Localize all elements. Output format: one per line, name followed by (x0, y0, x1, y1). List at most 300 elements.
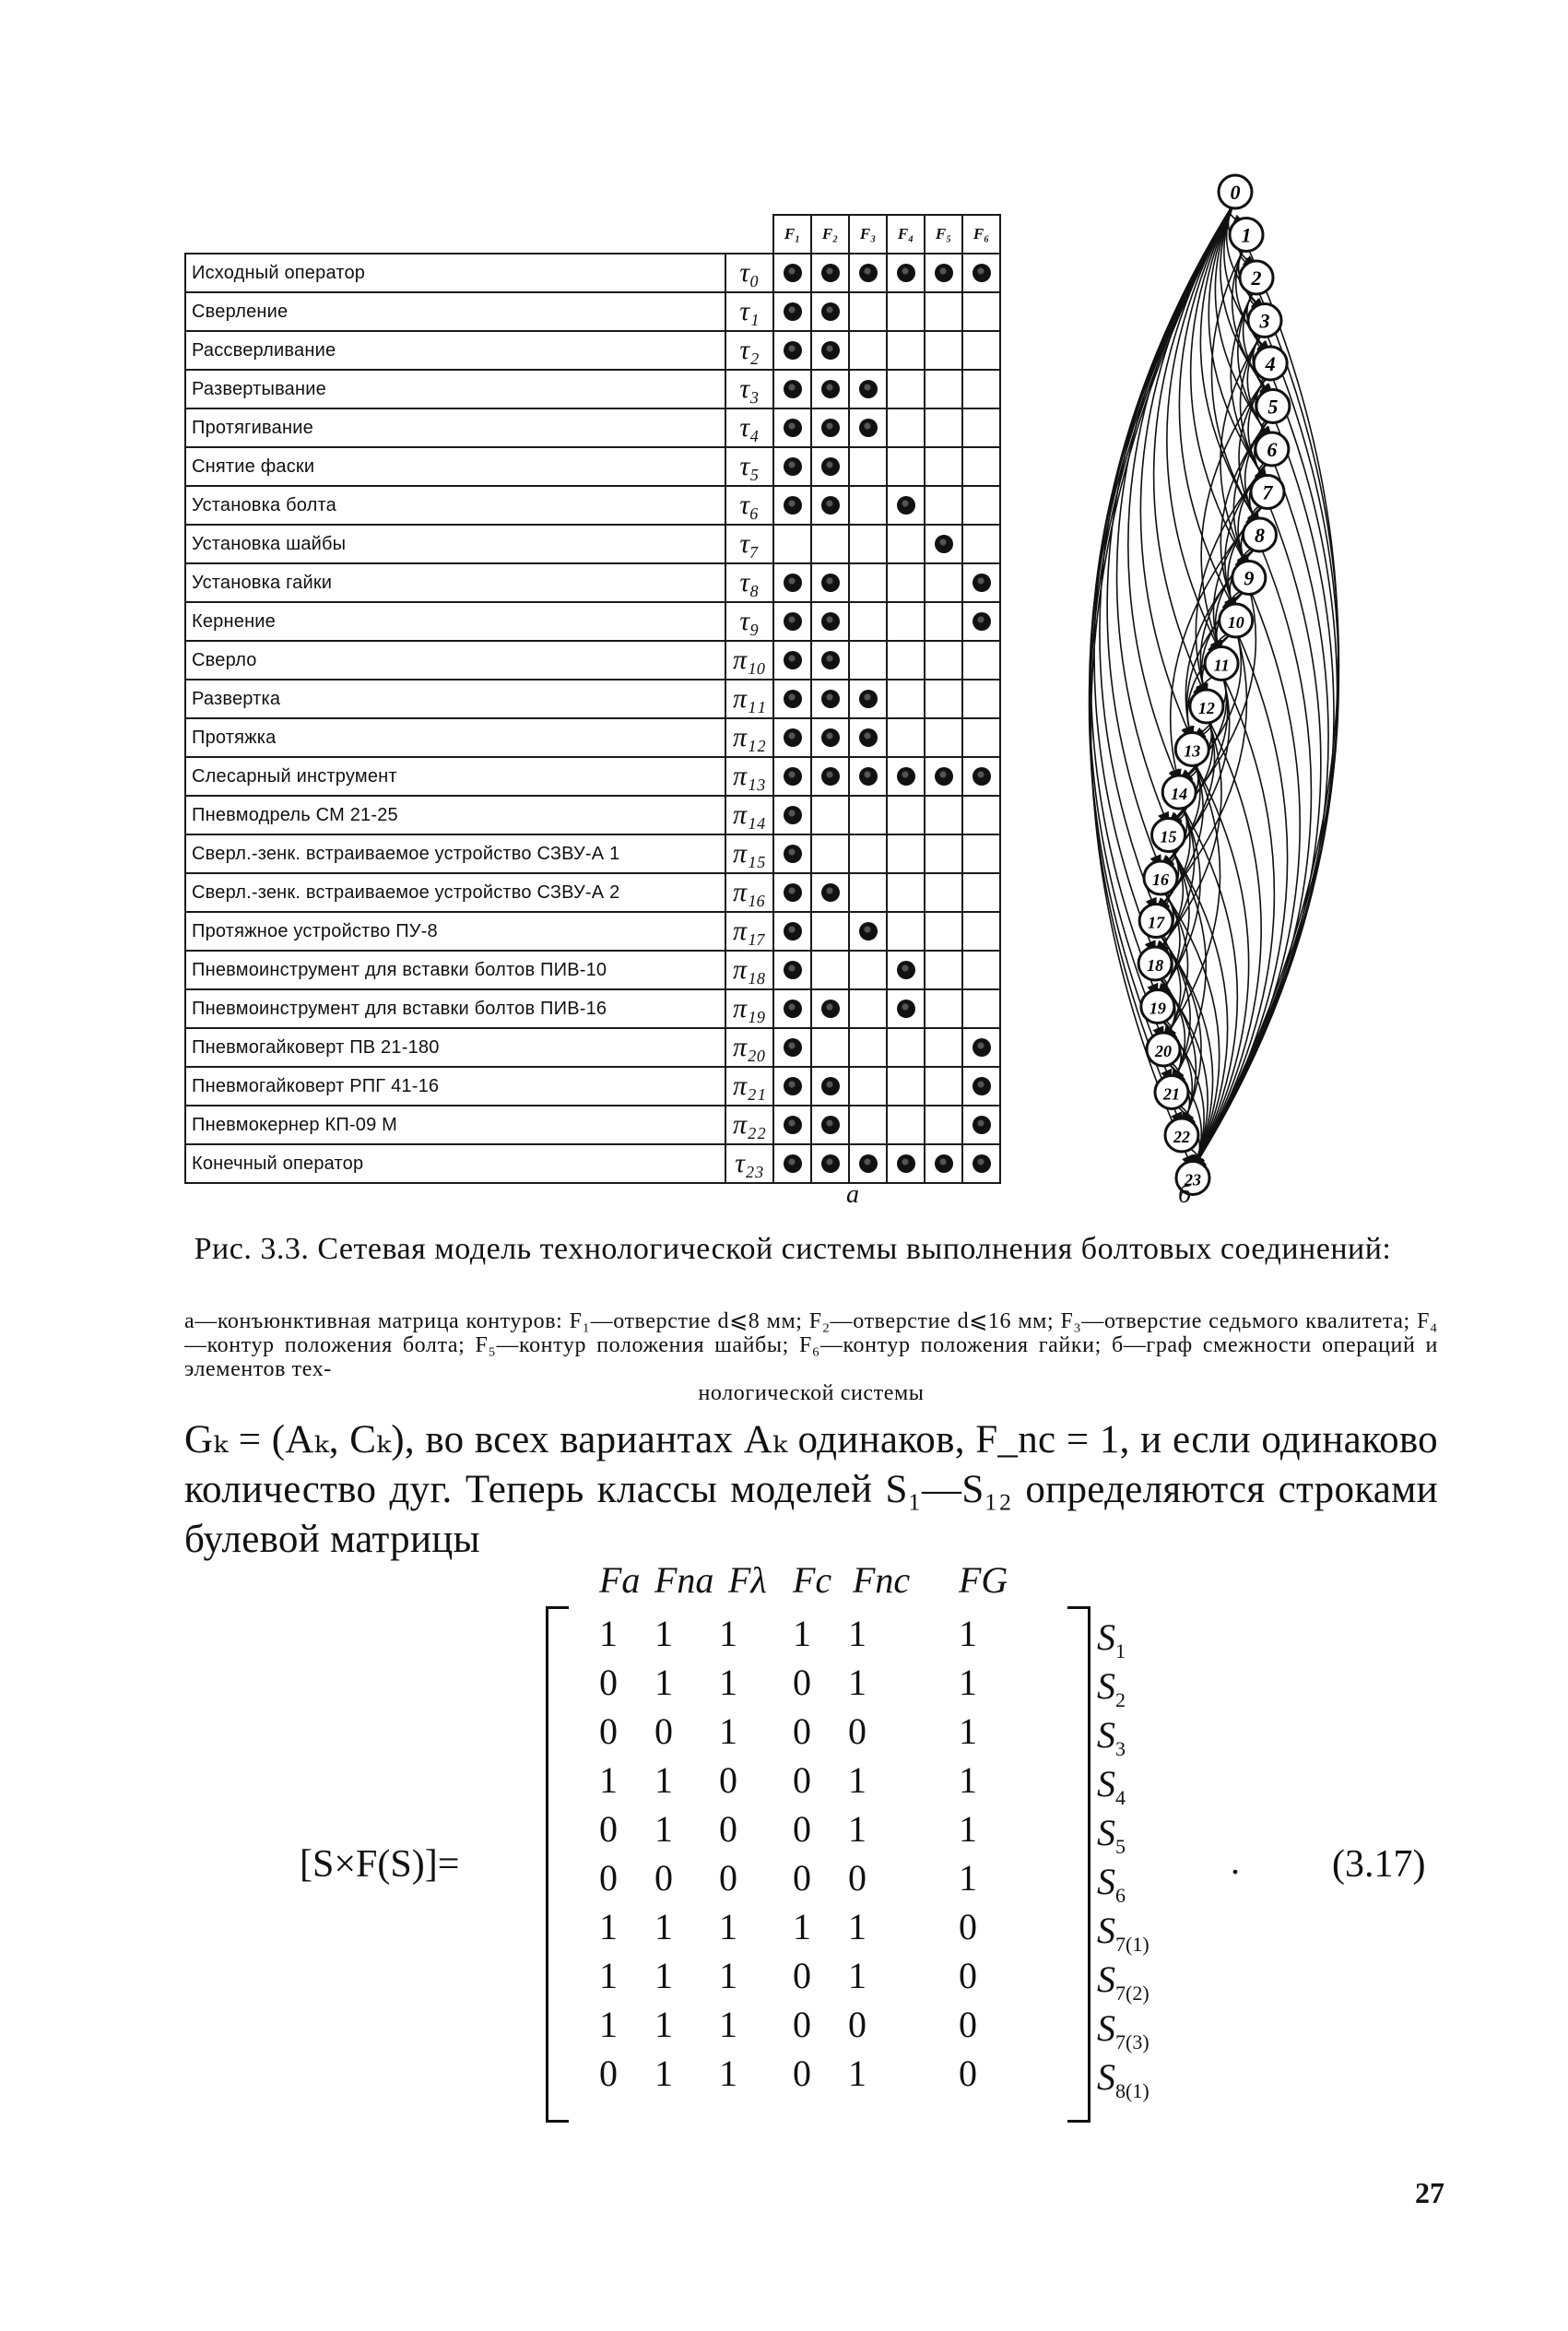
matrix-cell (925, 718, 962, 757)
filled-dot-icon (821, 728, 840, 747)
equation-lhs: [S×F(S)]= (300, 1843, 460, 1886)
graph-node-label: 15 (1160, 827, 1177, 846)
matrix-cell (773, 447, 811, 486)
matrix-cell (773, 525, 811, 563)
matrix-cell (849, 370, 887, 408)
matrix-cell (962, 641, 1000, 680)
filled-dot-icon (973, 1038, 991, 1057)
graph-node (1190, 690, 1223, 723)
filled-dot-icon (935, 767, 953, 786)
filled-dot-icon (859, 419, 878, 437)
matrix-cell (962, 602, 1000, 641)
bool-row (572, 1661, 1217, 1710)
bool-column-header: FG (959, 1559, 1008, 1601)
matrix-cell (962, 563, 1000, 602)
row-name: Конечный оператор (185, 1144, 725, 1183)
bool-row (572, 1905, 1217, 1954)
matrix-cell (925, 525, 962, 563)
row-symbol: π₂₀ (725, 1028, 773, 1067)
row-name: Кернение (185, 602, 725, 641)
row-name: Установка болта (185, 486, 725, 525)
row-symbol: τ₈ (725, 563, 773, 602)
column-header: F₃ (849, 215, 887, 254)
filled-dot-icon (784, 264, 802, 282)
matrix-cell (773, 486, 811, 525)
row-name: Пневмогайковерт РПГ 41-16 (185, 1067, 725, 1106)
matrix-cell (811, 408, 849, 447)
filled-dot-icon (821, 264, 840, 282)
bool-value: 1 (848, 1808, 867, 1850)
row-name: Развертка (185, 680, 725, 718)
row-symbol: τ₉ (725, 602, 773, 641)
matrix-cell (773, 408, 811, 447)
bool-value: 0 (793, 1759, 811, 1801)
bool-column-header: Fa (599, 1559, 641, 1601)
bool-value: 0 (719, 1808, 737, 1850)
row-name: Снятие фаски (185, 447, 725, 486)
graph-node-label: 6 (1267, 438, 1278, 461)
matrix-row (185, 951, 1000, 989)
row-symbol: π₁₉ (725, 989, 773, 1028)
class-label-main: S (1097, 2056, 1115, 2098)
row-symbol: π₁₈ (725, 951, 773, 989)
graph-node-label: 23 (1185, 1170, 1201, 1189)
filled-dot-icon (859, 728, 878, 747)
graph-node (1152, 819, 1185, 852)
matrix-cell (887, 331, 925, 370)
filled-dot-icon (784, 419, 802, 437)
caption-body-last: нологической системы (698, 1381, 925, 1405)
filled-dot-icon (784, 1038, 802, 1057)
row-symbol: τ₅ (725, 447, 773, 486)
matrix-cell (773, 1106, 811, 1144)
filled-dot-icon (935, 535, 953, 553)
class-label-sub: 2 (1115, 1688, 1126, 1711)
graph-node-label: 13 (1184, 741, 1201, 761)
graph-node-label: 20 (1154, 1042, 1172, 1060)
filled-dot-icon (784, 883, 802, 902)
filled-dot-icon (897, 264, 915, 282)
matrix-cell (811, 873, 849, 912)
filled-dot-icon (973, 574, 991, 592)
filled-dot-icon (935, 264, 953, 282)
figure-label-a: а (846, 1180, 859, 1209)
matrix-cell (962, 370, 1000, 408)
matrix-cell (849, 951, 887, 989)
class-label-sub: 4 (1115, 1786, 1126, 1809)
bool-column-header: Fna (654, 1559, 714, 1601)
filled-dot-icon (821, 612, 840, 631)
matrix-cell (849, 796, 887, 834)
matrix-cell (925, 254, 962, 292)
filled-dot-icon (821, 651, 840, 669)
class-label-sub: 5 (1115, 1835, 1126, 1858)
row-symbol: τ₀ (725, 254, 773, 292)
class-label-sub: 8(1) (1115, 2079, 1149, 2102)
matrix-cell (811, 254, 849, 292)
filled-dot-icon (784, 302, 802, 321)
bool-value: 1 (848, 2053, 867, 2094)
matrix-cell (849, 1106, 887, 1144)
matrix-cell (811, 912, 849, 951)
filled-dot-icon (784, 1000, 802, 1018)
matrix-cell (925, 331, 962, 370)
graph-node (1138, 947, 1172, 980)
bool-value: 0 (959, 2053, 977, 2094)
figure-caption-title: Рис. 3.3. Сетевая модель технологической системы выполнения болтовых соединений: (194, 1232, 1392, 1266)
bool-matrix-header (0, 1558, 1568, 1614)
bool-value: 1 (599, 2004, 618, 2045)
class-label (1097, 1860, 1126, 1908)
graph-node (1147, 1033, 1180, 1066)
matrix-cell (925, 680, 962, 718)
filled-dot-icon (784, 457, 802, 476)
matrix-cell (887, 718, 925, 757)
row-name: Пневмокернер КП-09 М (185, 1106, 725, 1144)
bool-value: 1 (959, 1808, 977, 1850)
bool-value: 0 (599, 1857, 618, 1899)
matrix-header-row (185, 215, 1000, 254)
bool-value: 1 (959, 1857, 977, 1899)
graph-node (1205, 647, 1238, 680)
matrix-cell (887, 680, 925, 718)
bool-row (572, 1856, 1217, 1905)
class-label-sub: 6 (1115, 1884, 1126, 1907)
matrix-cell (887, 641, 925, 680)
matrix-row (185, 1144, 1000, 1183)
caption-body-text: а—конъюнктивная матрица контуров: F₁—отверстие d⩽8 мм; F₂—отверстие d⩽16 мм; F₃—отверстие седьмого квалитета; F₄—контур положения болта; F₅—контур положения шайбы; F₆—контур положения гайки; б—граф смежности операций и элементов тех- (184, 1309, 1438, 1381)
matrix-cell (887, 873, 925, 912)
bool-value: 0 (793, 2053, 811, 2094)
matrix-cell (925, 757, 962, 796)
bool-value: 0 (793, 1955, 811, 1996)
matrix-row (185, 370, 1000, 408)
matrix-cell (962, 1106, 1000, 1144)
bool-value: 0 (793, 2004, 811, 2045)
filled-dot-icon (821, 457, 840, 476)
matrix-row (185, 602, 1000, 641)
matrix-cell (811, 563, 849, 602)
graph-node-label: 0 (1230, 181, 1241, 204)
matrix-cell (849, 447, 887, 486)
filled-dot-icon (821, 1000, 840, 1018)
filled-dot-icon (859, 690, 878, 708)
bool-value: 0 (719, 1857, 737, 1899)
class-label-main: S (1097, 1958, 1115, 2000)
filled-dot-icon (821, 690, 840, 708)
class-label (1097, 1664, 1126, 1712)
filled-dot-icon (859, 922, 878, 941)
row-symbol: τ₂₃ (725, 1144, 773, 1183)
matrix-cell (849, 408, 887, 447)
graph-node-label: 19 (1149, 999, 1166, 1018)
page-number: 27 (1415, 2176, 1444, 2209)
bool-row (572, 2052, 1217, 2100)
filled-dot-icon (973, 767, 991, 786)
matrix-cell (962, 989, 1000, 1028)
matrix-cell (962, 1067, 1000, 1106)
class-label-sub: 7(1) (1115, 1933, 1149, 1956)
matrix-row (185, 757, 1000, 796)
matrix-cell (887, 989, 925, 1028)
matrix-cell (887, 1106, 925, 1144)
bool-value: 1 (599, 1906, 618, 1947)
matrix-row (185, 331, 1000, 370)
filled-dot-icon (897, 1000, 915, 1018)
matrix-cell (811, 602, 849, 641)
row-name: Протяжка (185, 718, 725, 757)
class-label-main: S (1097, 2007, 1115, 2049)
graph-edges (1090, 201, 1339, 1169)
bool-value: 1 (654, 1808, 673, 1850)
matrix-cell (962, 912, 1000, 951)
bool-value: 0 (793, 1857, 811, 1899)
matrix-row (185, 912, 1000, 951)
graph-node-label: 3 (1259, 309, 1270, 333)
matrix-cell (849, 602, 887, 641)
matrix-cell (962, 331, 1000, 370)
filled-dot-icon (784, 496, 802, 515)
bool-column-header: Fc (793, 1559, 832, 1601)
class-label-main: S (1097, 1812, 1115, 1853)
filled-dot-icon (821, 302, 840, 321)
matrix-cell (925, 1067, 962, 1106)
matrix-cell (962, 873, 1000, 912)
class-label (1097, 1958, 1149, 2006)
bool-value: 1 (654, 1759, 673, 1801)
bool-value: 1 (599, 1955, 618, 1996)
bool-value: 1 (719, 1613, 737, 1654)
filled-dot-icon (784, 961, 802, 979)
filled-dot-icon (784, 922, 802, 941)
matrix-cell (811, 951, 849, 989)
bool-value: 1 (848, 1662, 867, 1703)
matrix-cell (811, 1106, 849, 1144)
matrix-cell (849, 254, 887, 292)
matrix-cell (773, 912, 811, 951)
bool-value: 0 (599, 1710, 618, 1752)
matrix-cell (887, 1067, 925, 1106)
matrix-cell (773, 292, 811, 331)
filled-dot-icon (821, 574, 840, 592)
bool-value: 1 (848, 1759, 867, 1801)
matrix-cell (887, 486, 925, 525)
matrix-cell (925, 951, 962, 989)
bool-value: 0 (959, 2004, 977, 2045)
filled-dot-icon (821, 419, 840, 437)
graph-node (1219, 175, 1252, 208)
row-name: Развертывание (185, 370, 725, 408)
bool-value: 1 (599, 1759, 618, 1801)
graph-node-label: 9 (1244, 566, 1255, 590)
matrix-cell (925, 292, 962, 331)
matrix-cell (925, 1144, 962, 1183)
row-symbol: π₁₄ (725, 796, 773, 834)
matrix-cell (962, 292, 1000, 331)
matrix-cell (811, 1067, 849, 1106)
matrix-cell (962, 757, 1000, 796)
matrix-cell (849, 989, 887, 1028)
matrix-cell (887, 408, 925, 447)
matrix-cell (925, 796, 962, 834)
bool-value: 1 (959, 1710, 977, 1752)
matrix-cell (887, 563, 925, 602)
row-name: Рассверливание (185, 331, 725, 370)
bool-row (572, 1758, 1217, 1807)
row-symbol: π₂₂ (725, 1106, 773, 1144)
matrix-cell (811, 641, 849, 680)
filled-dot-icon (784, 380, 802, 398)
matrix-cell (925, 408, 962, 447)
row-symbol: π₁₆ (725, 873, 773, 912)
matrix-cell (773, 989, 811, 1028)
bool-value: 0 (848, 2004, 867, 2045)
graph-node (1248, 304, 1281, 337)
row-name: Пневмоинструмент для вставки болтов ПИВ-10 (185, 951, 725, 989)
row-symbol: π₁₅ (725, 834, 773, 873)
row-name: Пневмодрель СМ 21-25 (185, 796, 725, 834)
class-label (1097, 1713, 1126, 1761)
filled-dot-icon (973, 612, 991, 631)
class-label-main: S (1097, 1861, 1115, 1902)
row-name: Исходный оператор (185, 254, 725, 292)
bool-value: 0 (959, 1955, 977, 1996)
matrix-cell (962, 486, 1000, 525)
row-symbol: τ₂ (725, 331, 773, 370)
filled-dot-icon (897, 496, 915, 515)
bool-value: 1 (848, 1906, 867, 1947)
bool-row (572, 1710, 1217, 1758)
matrix-cell (925, 912, 962, 951)
matrix-cell (925, 1106, 962, 1144)
matrix-cell (887, 602, 925, 641)
figure-label-b: б (1178, 1180, 1192, 1209)
matrix-cell (773, 641, 811, 680)
matrix-row (185, 1028, 1000, 1067)
header-blank (725, 215, 773, 254)
class-label-sub: 1 (1115, 1639, 1126, 1662)
matrix-cell (849, 1067, 887, 1106)
body-paragraph: Gₖ = (Aₖ, Cₖ), во всех вариантах Aₖ одинаков, F_nc = 1, и если одинаково количество дуг. Теперь классы моделей S₁—S₁₂ определяются строками булевой матрицы (184, 1418, 1438, 1561)
bool-value: 1 (848, 1613, 867, 1654)
filled-dot-icon (821, 1116, 840, 1134)
class-label (1097, 1909, 1149, 1957)
column-header: F₄ (887, 215, 925, 254)
matrix-row (185, 447, 1000, 486)
matrix-cell (925, 486, 962, 525)
bool-row (572, 2003, 1217, 2052)
bool-value: 1 (793, 1613, 811, 1654)
matrix-cell (925, 873, 962, 912)
row-name: Слесарный инструмент (185, 757, 725, 796)
matrix-cell (887, 525, 925, 563)
bool-matrix-rows (572, 1612, 1217, 2100)
matrix-cell (849, 563, 887, 602)
matrix-cell (849, 1144, 887, 1183)
filled-dot-icon (784, 651, 802, 669)
bool-row (572, 1807, 1217, 1856)
bool-value: 1 (599, 1613, 618, 1654)
graph-node-label: 8 (1254, 524, 1265, 547)
class-label-main: S (1097, 1714, 1115, 1756)
bool-value: 0 (654, 1857, 673, 1899)
filled-dot-icon (821, 1154, 840, 1173)
row-name: Сверление (185, 292, 725, 331)
matrix-row (185, 563, 1000, 602)
row-symbol: τ₃ (725, 370, 773, 408)
matrix-cell (962, 408, 1000, 447)
class-label-sub: 3 (1115, 1737, 1126, 1760)
bool-value: 1 (654, 1906, 673, 1947)
matrix-cell (849, 912, 887, 951)
matrix-cell (849, 873, 887, 912)
graph-node (1144, 861, 1177, 894)
class-label-sub: 7(3) (1115, 2030, 1149, 2053)
graph-node (1139, 905, 1173, 938)
filled-dot-icon (859, 264, 878, 282)
matrix-cell (773, 331, 811, 370)
matrix-cell (811, 370, 849, 408)
figure-caption-body (184, 1309, 1438, 1405)
bool-value: 1 (719, 1906, 737, 1947)
graph-node-label: 18 (1147, 956, 1164, 975)
graph-node (1230, 219, 1263, 252)
row-symbol: τ₁ (725, 292, 773, 331)
row-symbol: π₁₀ (725, 641, 773, 680)
row-symbol: τ₄ (725, 408, 773, 447)
filled-dot-icon (821, 1077, 840, 1095)
matrix-cell (925, 1028, 962, 1067)
filled-dot-icon (821, 341, 840, 360)
graph-node-label: 12 (1197, 699, 1215, 717)
graph-node (1220, 604, 1253, 637)
graph-node-label: 14 (1171, 785, 1188, 803)
bool-value: 0 (599, 1662, 618, 1703)
matrix-cell (773, 1067, 811, 1106)
matrix-cell (811, 757, 849, 796)
matrix-cell (811, 1144, 849, 1183)
graph-node-label: 21 (1162, 1084, 1180, 1104)
matrix-cell (887, 834, 925, 873)
class-label (1097, 2006, 1149, 2054)
matrix-cell (811, 525, 849, 563)
filled-dot-icon (859, 1154, 878, 1173)
matrix-cell (773, 834, 811, 873)
matrix-row (185, 834, 1000, 873)
filled-dot-icon (973, 264, 991, 282)
graph-node-label: 1 (1241, 223, 1252, 247)
row-symbol: π₂₁ (725, 1067, 773, 1106)
class-label-main: S (1097, 1763, 1115, 1804)
graph-node-label: 22 (1173, 1128, 1190, 1146)
matrix-row (185, 680, 1000, 718)
matrix-cell (962, 254, 1000, 292)
filled-dot-icon (973, 1116, 991, 1134)
class-label (1097, 1811, 1126, 1859)
matrix-cell (773, 563, 811, 602)
row-symbol: π₁₇ (725, 912, 773, 951)
bool-value: 0 (793, 1662, 811, 1703)
matrix-cell (811, 718, 849, 757)
graph-node-label: 5 (1267, 395, 1279, 419)
class-label (1097, 1762, 1126, 1810)
matrix-cell (849, 525, 887, 563)
graph-node (1243, 518, 1276, 551)
filled-dot-icon (859, 380, 878, 398)
row-name: Протягивание (185, 408, 725, 447)
filled-dot-icon (897, 1154, 915, 1173)
class-label-sub: 7(2) (1115, 1982, 1149, 2005)
